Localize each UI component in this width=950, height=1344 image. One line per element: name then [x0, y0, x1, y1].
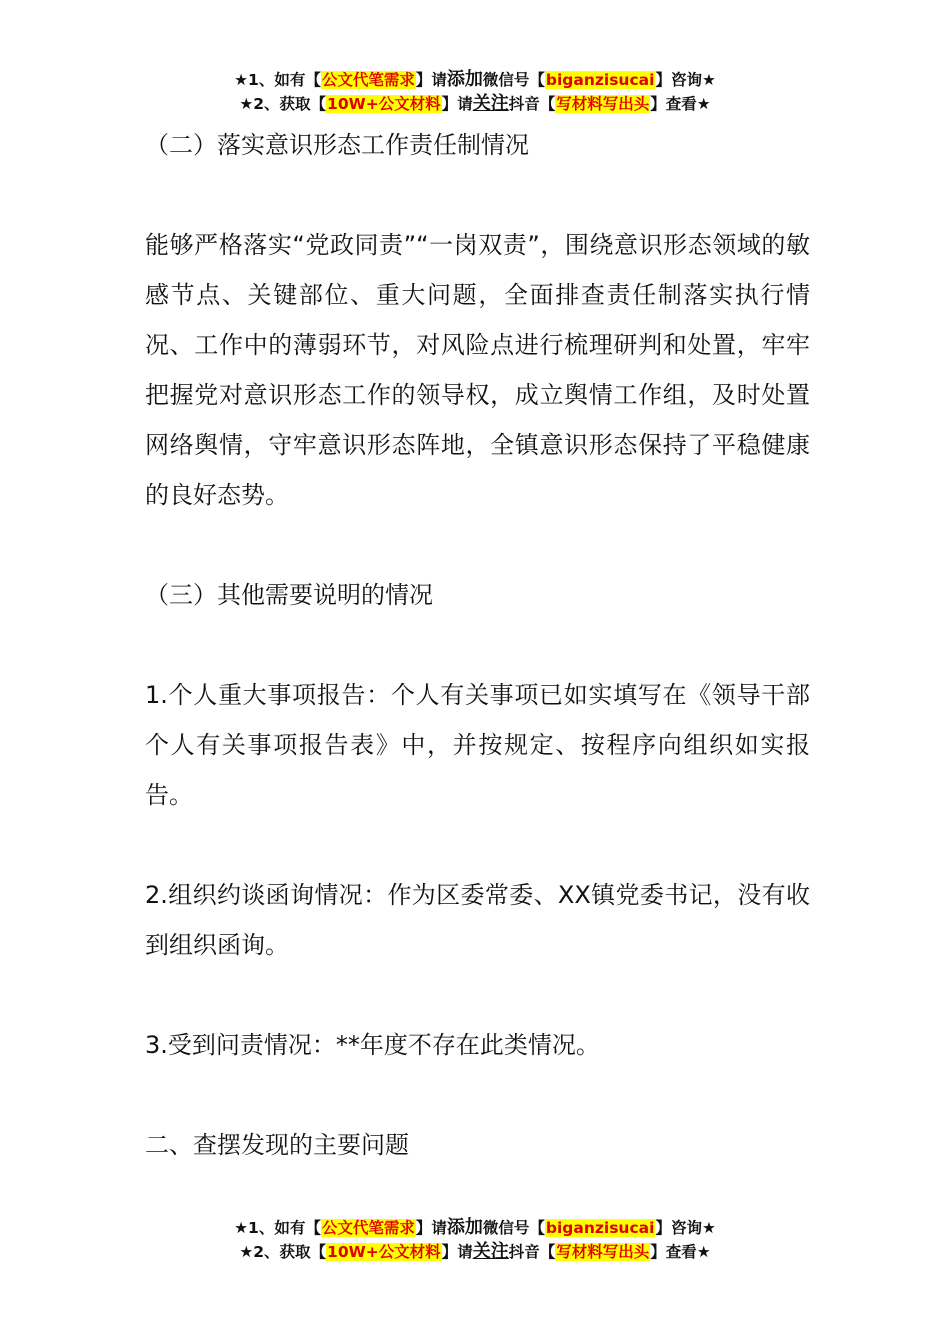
banner-emphasis: 添加: [446, 1217, 483, 1238]
highlight-materials: 10W+公文材料: [327, 95, 441, 113]
banner-text: 微信号【: [482, 1219, 545, 1237]
banner-text: 抖音【: [508, 95, 556, 113]
banner-text: 】查看★: [650, 95, 711, 113]
banner-line-1: [0, 68, 950, 92]
banner-text: 微信号【: [482, 71, 545, 89]
paragraph: 2.组织约谈函询情况：作为区委常委、XX镇党委书记，没有收到组织函询。: [145, 881, 810, 959]
banner-text: ★1、如有【: [234, 71, 321, 89]
highlight-service: 公文代笔需求: [321, 71, 415, 89]
banner-line-2: [0, 1240, 950, 1264]
section-heading: （三）其他需要说明的情况: [145, 581, 433, 609]
banner-text: 】查看★: [650, 1243, 711, 1261]
paragraph: 1.个人重大事项报告：个人有关事项已如实填写在《领导干部个人有关事项报告表》中，并按规定、按程序向组织如实报告。: [145, 681, 810, 809]
banner-text: ★2、获取【: [239, 95, 327, 113]
highlight-service: 公文代笔需求: [321, 1219, 415, 1237]
banner-text: 】请: [415, 71, 447, 89]
section-heading: （二）落实意识形态工作责任制情况: [145, 131, 529, 159]
banner-text: 】请: [415, 1219, 447, 1237]
highlight-materials: 10W+公文材料: [327, 1243, 441, 1261]
highlight-douyin-account: 写材料写出头: [556, 1243, 650, 1261]
highlight-douyin-account: 写材料写出头: [556, 95, 650, 113]
banner-emphasis: 关注: [472, 93, 509, 114]
banner-line-2: [0, 92, 950, 116]
banner-text: 】请: [441, 1243, 473, 1261]
paragraph: 3.受到问责情况：**年度不存在此类情况。: [145, 1031, 600, 1059]
banner-text: 】咨询★: [655, 1219, 716, 1237]
footer-banner: [0, 1216, 950, 1264]
banner-text: 】请: [441, 95, 473, 113]
banner-text: ★1、如有【: [234, 1219, 321, 1237]
highlight-wechat-id: biganzisucai: [545, 1219, 655, 1237]
paragraph: 能够严格落实“党政同责”“一岗双责”，围绕意识形态领域的敏感节点、关键部位、重大问题，全面排查责任制落实执行情况、工作中的薄弱环节，对风险点进行梳理研判和处置，牢牢把握党对意识形态工作的领导权，成立舆情工作组，及时处置网络舆情，守牢意识形态阵地，全镇意识形态保持了平稳健康的良好态势。: [145, 231, 810, 509]
banner-text: ★2、获取【: [239, 1243, 327, 1261]
banner-emphasis: 关注: [472, 1241, 509, 1262]
banner-text: 抖音【: [508, 1243, 556, 1261]
banner-text: 】咨询★: [655, 71, 716, 89]
banner-emphasis: 添加: [446, 69, 483, 90]
banner-line-1: [0, 1216, 950, 1240]
highlight-wechat-id: biganzisucai: [545, 71, 655, 89]
document-body: [145, 120, 810, 1220]
part-heading: 二、查摆发现的主要问题: [145, 1131, 409, 1159]
header-banner: [0, 68, 950, 116]
